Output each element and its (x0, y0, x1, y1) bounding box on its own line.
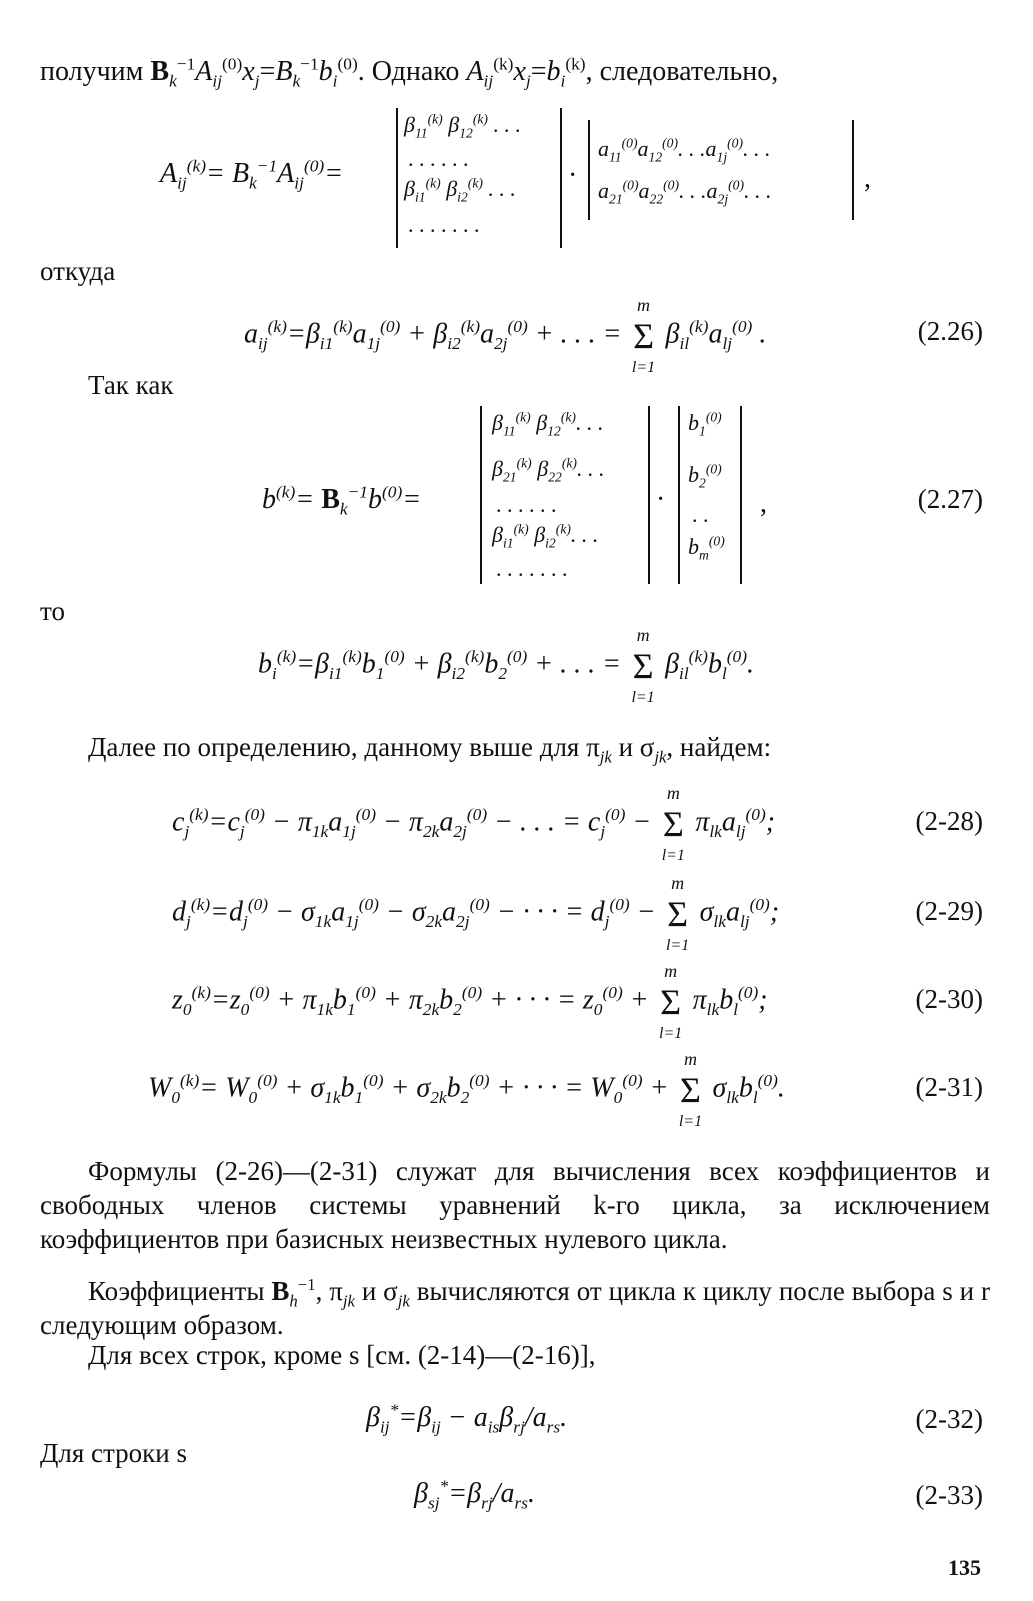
equation-number: (2-33) (915, 1480, 983, 1510)
matrix-equation-A: $A_{ij}^{(k)}= B_k^{-1}A_{ij}^{(0)}=$ (160, 156, 344, 193)
paragraph-coefficients: Коэффициенты $B_h^{-1}$, $\pi_{jk}$ и $\sigma_{jk}$ вычисляются от цикла к циклу после выбора s и r следующим образом. (40, 1275, 990, 1340)
subscript: ij (212, 71, 223, 91)
subscript: i (560, 71, 566, 91)
phrase-tak-kak: Так как (88, 370, 174, 400)
equation-number: (2.27) (917, 484, 983, 514)
equation-number: (2.26) (917, 316, 983, 346)
equals: = (530, 56, 547, 87)
symbol: A (195, 56, 213, 87)
matrix-beta-2: $\beta_{11}^{(k)}$ $\beta_{12}^{(k)}$. . . $\beta_{21}^{(k)}$ $\beta_{22}^{(k)}$. . . . . . . . . $\beta_{i1}^{(k)}$ $\beta_{i2}^{(k)}$. . . . . . . . . . (480, 406, 650, 584)
text-line-1: получим $B_k^{-1}A_{ij}^{(0)}x_j=B_k^{-1}b_i^{(0)}$. Однако $A_{ij}^{(k)}x_j=b_i^{(k)}$, следовательно, (40, 54, 779, 91)
text-fragment: . Однако (357, 56, 467, 87)
vector-b: $b_1^{(0)}$ $b_2^{(0)}$ . . $b_m^{(0)}$ (678, 406, 742, 584)
superscript: (k) (565, 54, 586, 74)
subscript: i (332, 71, 338, 91)
superscript: (k) (493, 54, 514, 74)
bold-symbol: B (150, 56, 170, 87)
text-fragment: получим (40, 56, 151, 87)
superscript: (0) (222, 54, 243, 74)
comma: , (760, 488, 767, 519)
subscript: ij (483, 71, 494, 91)
dot-operator: · (656, 484, 666, 515)
matrix-a: $a_{11}^{(0)}a_{12}^{(0)}$. . $.a_{1j}^{(0)}$. . . $a_{21}^{(0)}a_{22}^{(0)}$. . $.a_{2j}^{(0)}$. . . (588, 120, 854, 220)
equation-2-30: $z_0^{(k)}=z_0^{(0)} + \pi_{1k}b_1^{(0)} + \pi_{2k}b_2^{(0)}$ + · · · = $z_0^{(0)}$ + m Σ l=1 $\pi_{lk}b_l^{(0)}$; (172, 961, 768, 1042)
equation-2-33: $\beta_{sj}^*=\beta_{rj}/a_{rs}$. (414, 1476, 535, 1513)
matrix-beta: $\beta_{11}^{(k)}$ $\beta_{12}^{(k)}$ . . . . . . . . . $\beta_{i1}^{(k)}$ $\beta_{i2}^{(k)}$ . . . . . . . . . . (396, 108, 562, 248)
word-otkuda: откуда (40, 256, 116, 286)
paragraph-all-rows: Для всех строк, кроме s [см. (2-14)—(2-16)], (88, 1340, 596, 1370)
equation-2-28: $c_j^{(k)}=c_j^{(0)} - \pi_{1k}a_{1j}^{(0)} - \pi_{2k}a_{2j}^{(0)}$ − . . . = $c_j^{(0)}$ − m Σ l=1 $\pi_{lk}a_{lj}^{(0)}$; (172, 783, 776, 864)
equation-number: (2-29) (915, 896, 983, 926)
subscript: k (169, 71, 177, 91)
equation-number: (2-28) (915, 806, 983, 836)
equation-number: (2-31) (915, 1072, 983, 1102)
symbol: b (318, 56, 333, 87)
subscript: j (254, 71, 260, 91)
symbol: b (546, 56, 561, 87)
equation-2-31: $W_0^{(k)}= W_0^{(0)} + \sigma_{1k}b_1^{(0)} + \sigma_{2k}b_2^{(0)}$ + · · · = $W_0^{(0)}$ + m Σ l=1 $\sigma_{lk}b_l^{(0)}$. (148, 1049, 785, 1130)
page-number: 135 (948, 1555, 981, 1580)
symbol: x (513, 56, 526, 87)
equals: = (259, 56, 276, 87)
word-to: то (40, 596, 65, 626)
comma: , (864, 163, 871, 194)
symbol: B (275, 56, 293, 87)
text-dlya-stroki: Для строки s (40, 1438, 187, 1468)
subscript: k (292, 71, 301, 91)
equation-number: (2-30) (915, 984, 983, 1014)
equation-b-i: $b_i^{(k)}=\beta_{i1}^{(k)}b_1^{(0)} + \beta_{i2}^{(k)}b_2^{(0)}$ + . . . = m Σ l=1 $\beta_{il}^{(k)}b_l^{(0)}$. (258, 625, 755, 706)
subscript: j (525, 71, 531, 91)
equation-number: (2-32) (915, 1404, 983, 1434)
symbol: x (242, 56, 255, 87)
dot-operator: · (568, 160, 578, 191)
equation-2-29: $d_j^{(k)}=d_j^{(0)} - \sigma_{1k}a_{1j}^{(0)} - \sigma_{2k}a_{2j}^{(0)}$ − · · · = $d_j^{(0)}$ − m Σ l=1 $\sigma_{lk}a_{lj}^{(0)}$; (172, 873, 780, 954)
text-dalee: Далее по определению, данному выше для $\pi_{jk}$ и $\sigma_{jk}$, найдем: (88, 732, 772, 767)
paragraph-formulas: Формулы (2-26)—(2-31) служат для вычисления всех коэффициентов и свободных членов системы уравнений k-го цикла, за исключением коэффициентов при базисных неизвестных нулевого цикла. (40, 1156, 990, 1254)
superscript: (0) (337, 54, 358, 74)
symbol: A (466, 56, 484, 87)
text-fragment: , следовательно, (585, 56, 779, 87)
equation-2-27-lhs: $b^{(k)}= B_k^{-1}b^{(0)}=$ (262, 482, 422, 519)
equation-2-32: $\beta_{ij}^*=\beta_{ij} - a_{is}\beta_{rj}/a_{rs}$. (366, 1400, 568, 1437)
equation-2-26: $a_{ij}^{(k)}=\beta_{i1}^{(k)}a_{1j}^{(0)} + \beta_{i2}^{(k)}a_{2j}^{(0)}$ + . . . = m Σ l=1 $\beta_{il}^{(k)}a_{lj}^{(0)}$ . (244, 295, 767, 376)
